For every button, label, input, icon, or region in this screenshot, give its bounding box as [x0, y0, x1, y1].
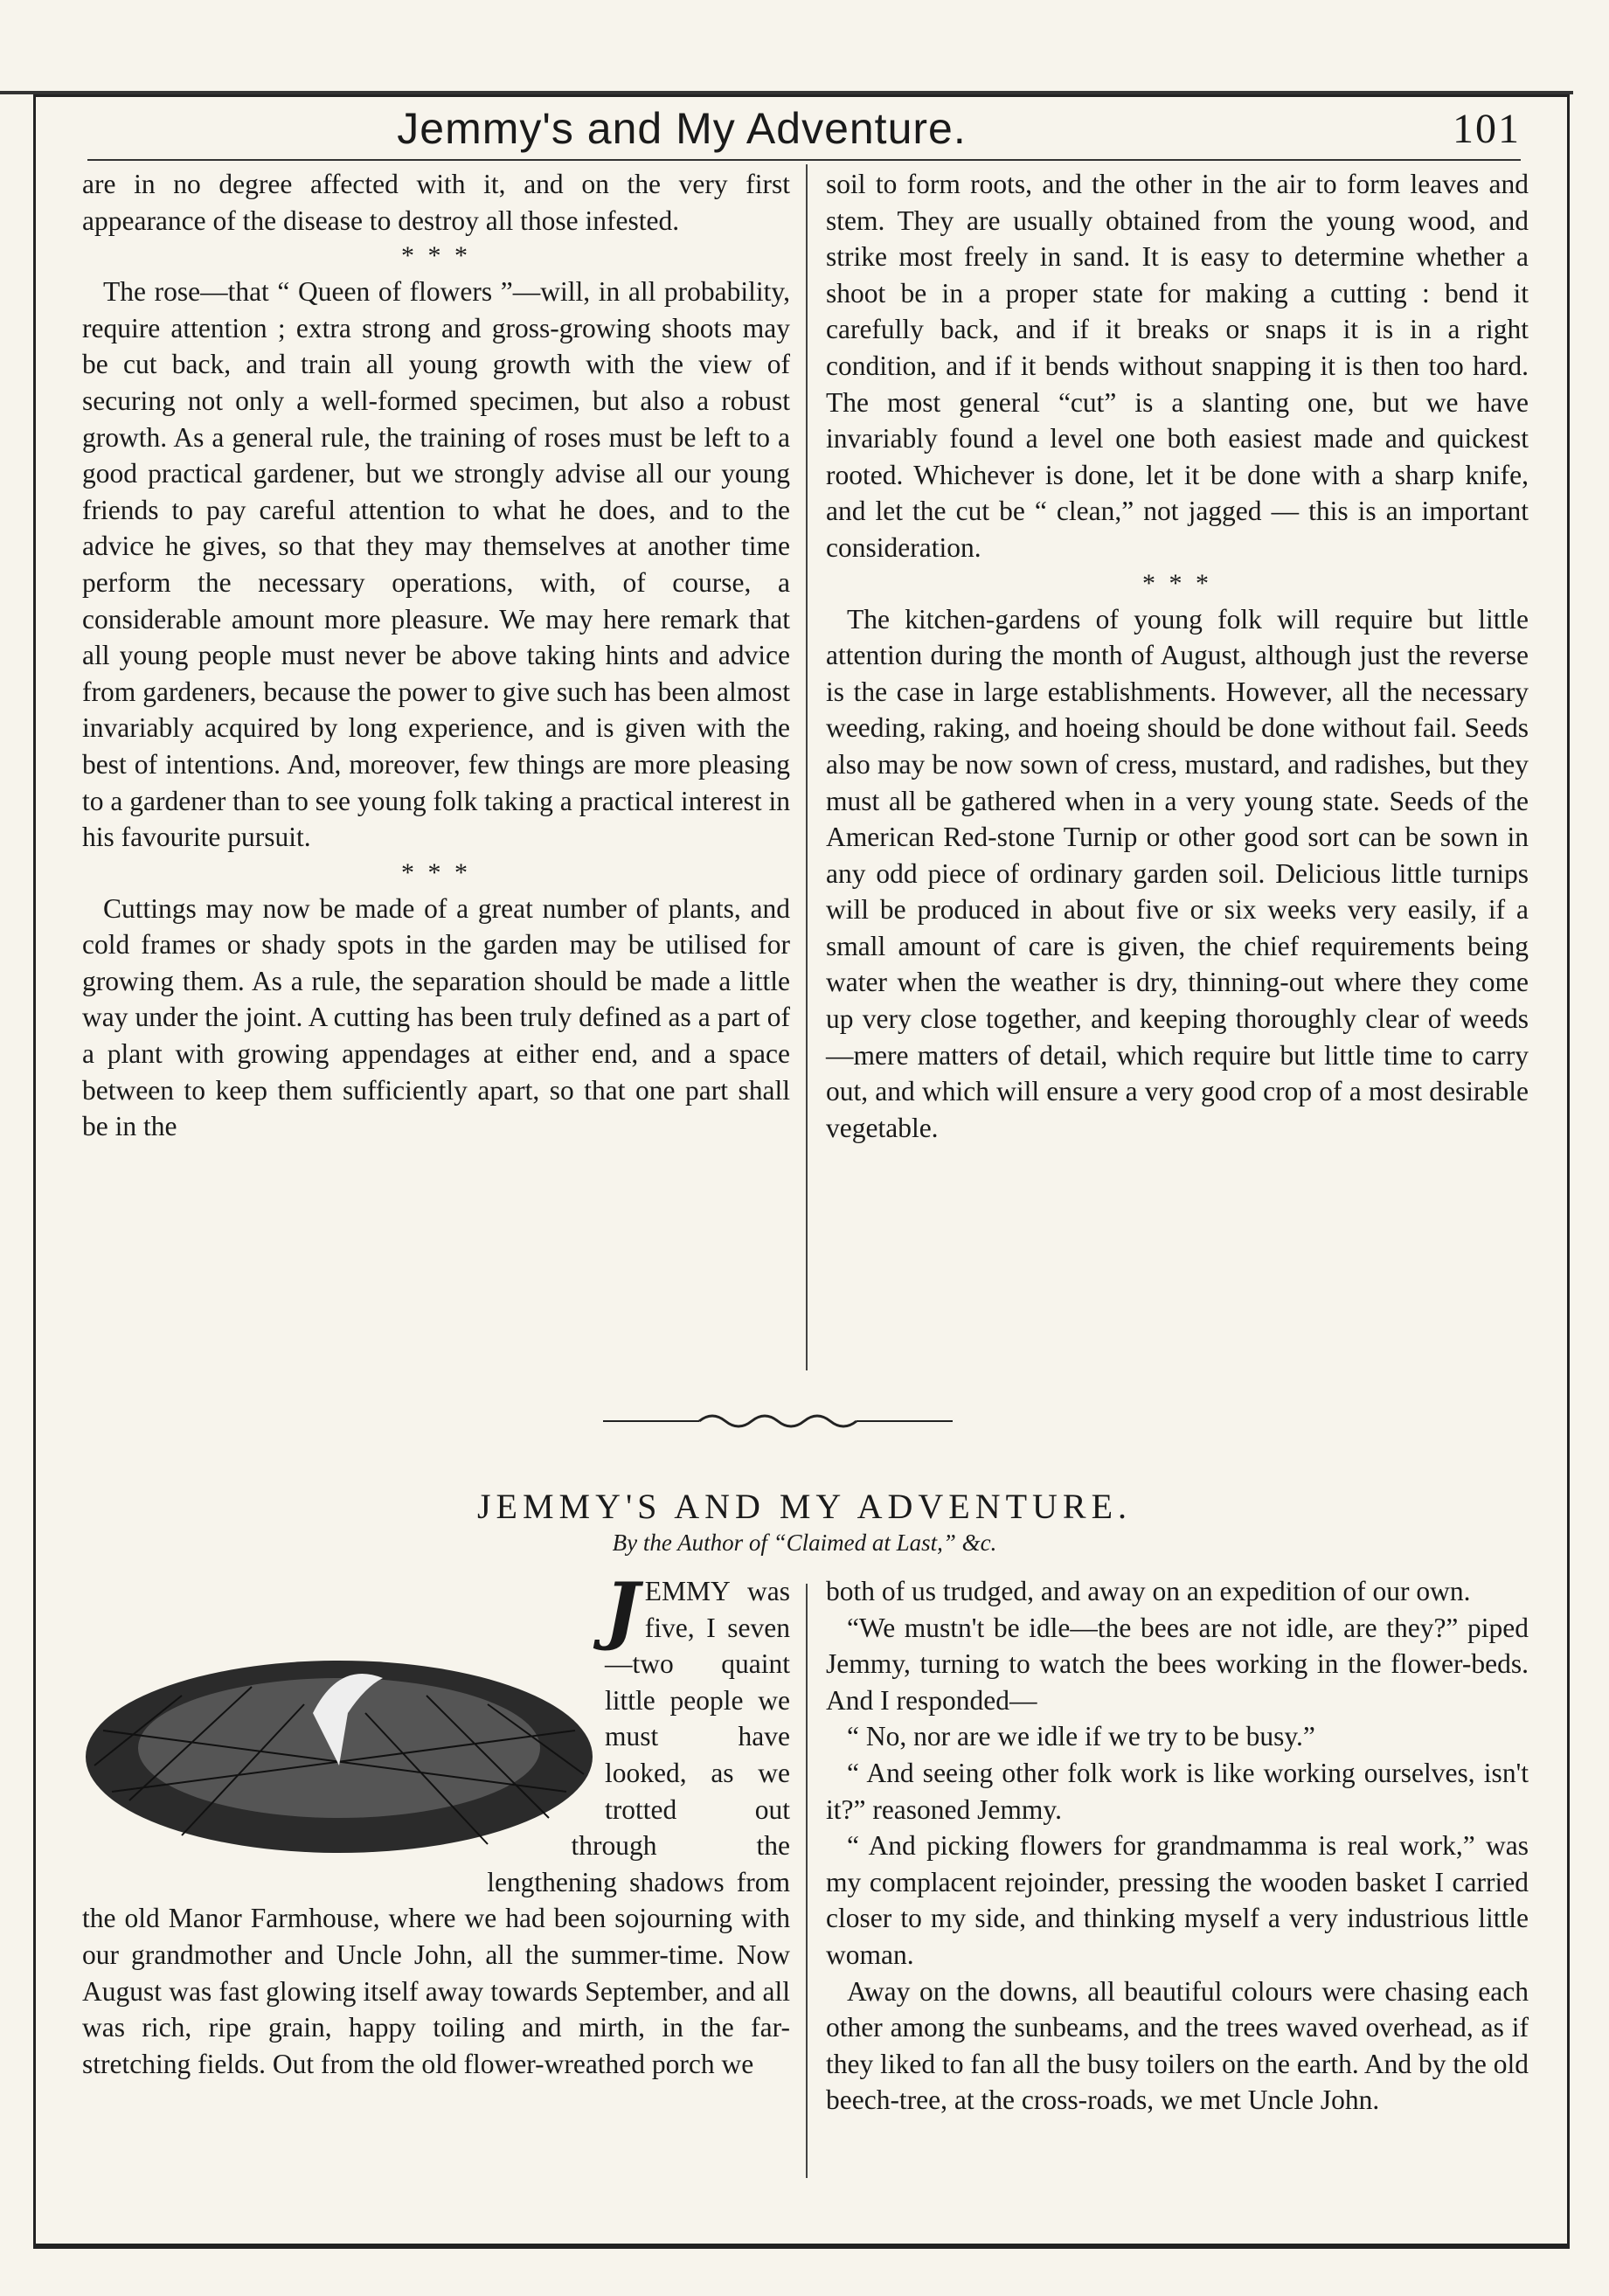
top-right-column [826, 166, 1529, 1146]
paragraph: Cuttings may now be made of a great number of plants, and cold frames or shady spots in the garden may be utilised for growing them. As a rule, the separation should be made a little way under the joint. A cutting has been truly defined as a part of a plant with growing appendages at either end, and a space between to keep them sufficiently apart, so that one part shall be in the [82, 892, 790, 1142]
running-head [35, 103, 1538, 156]
bottom-border-rule [33, 2246, 1570, 2249]
paragraph: soil to form roots, and the other in the air to form leaves and stem. They are usually obtained from the young wood, and strike most freely in sand. It is easy to determine whether a shoot be in a proper state for making a cutting : bend it carefully back, and if it breaks or snaps it is in a right condition, and if it bends without snapping it is then too hard. The most general “cut” is a slanting one, but we have invariably found a level one both easiest made and quickest rooted. Whichever is done, let it be done with a sharp knife, and let the cut be “ clean,” not jagged — this is an important consideration. [826, 169, 1529, 563]
paragraph: EMMY was five, I seven—two quaint little people we must have looked, as we trotted out through the lengthening shadows from the old Manor Farmhouse, where we had been sojourning with our grandmother and Uncle John, all the summer-time. Now August was fast glowing itself away towards September, and all was rich, ripe grain, happy toiling and mirth, in the far-stretching fields. Out from the old flower-wreathed porch we [82, 1576, 790, 2079]
bird-nest-illustration [77, 1573, 600, 1877]
paragraph: The kitchen-gardens of young folk will require but little attention during the month of August, although just the reverse is the case in large establishments. However, all the necessary weeding, raking, and hoeing should be done without fail. Seeds also may be now sown of cress, mustard, and radishes, but they must all be gathered when in a very young state. Seeds of the American Red-stone Turnip or other good sort can be sown in any odd piece of ordinary garden soil. Delicious little turnips will be produced in about five or six weeks very easily, if a small amount of care is given, the chief requirements being water when the weather is dry, thinning-out where they come up very close together, and keeping thoroughly clear of weeds—mere matters of detail, which require but little time to carry out, and which will ensure a very good crop of a most desirable vegetable. [826, 603, 1529, 1143]
head-rule [87, 159, 1521, 161]
article-left-column [82, 1566, 790, 2082]
paragraph: both of us trudged, and away on an expedition of our own. [826, 1576, 1471, 1606]
paragraph: Away on the downs, all beautiful colours were chasing each other among the sunbeams, and the trees waved overhead, as if they liked to fan all the busy toilers on the earth. And by the old beech-tree, at the cross-roads, we met Uncle John. [826, 1975, 1529, 2116]
article-title: JEMMY'S AND MY ADVENTURE. [476, 1487, 1133, 1526]
column-divider [806, 1584, 808, 2178]
page-number: 101 [1453, 106, 1521, 152]
paragraph: “ No, nor are we idle if we try to be busy.” [847, 1721, 1315, 1752]
article-byline: By the Author of “Claimed at Last,” &c. [612, 1530, 997, 1556]
asterism: * * * [401, 857, 471, 887]
drop-cap: J [605, 1566, 640, 1653]
article-right-column [826, 1573, 1529, 2119]
asterism: * * * [401, 241, 471, 271]
running-head-title: Jemmy's and My Adventure. [397, 104, 967, 153]
paragraph: “ And picking flowers for grandmamma is real work,” was my complacent rejoinder, pressing the wooden basket I carried closer to my side, and thinking myself a very industrious little woman. [826, 1830, 1529, 1970]
paragraph: “ And seeing other folk work is like working ourselves, isn't it?” reasoned Jemmy. [826, 1757, 1529, 1825]
paragraph: are in no degree affected with it, and on the very first appearance of the disease to destroy all those infested. [82, 169, 790, 236]
asterism: * * * [1142, 568, 1212, 598]
paragraph: The rose—that “ Queen of flowers ”—will, in all probability, require attention ; extra strong and gross-growing shoots may be cut back, and train all young growth with the view of securing not only a well-formed specimen, but also a robust growth. As a general rule, the training of roses must be left to a good practical gardener, but we strongly advise all our young friends to pay careful attention to what he does, and to the advice he gives, so that they may themselves at another time perform the necessary operations, with, of course, a considerable amount more pleasure. We may here remark that all young people must never be above taking hints and advice from gardeners, because the power to give such has been almost invariably acquired by long experience, and is given with the best of intentions. And, moreover, few things are more pleasing to a gardener than to see young folk taking a practical interest in his favourite pursuit. [82, 276, 790, 853]
top-left-column [82, 166, 790, 1145]
ornament-divider [603, 1404, 953, 1439]
paragraph: “We mustn't be idle—the bees are not idle, are they?” piped Jemmy, turning to watch the bees working in the flower-beds. And I responded— [826, 1612, 1529, 1716]
column-divider [806, 164, 808, 1370]
